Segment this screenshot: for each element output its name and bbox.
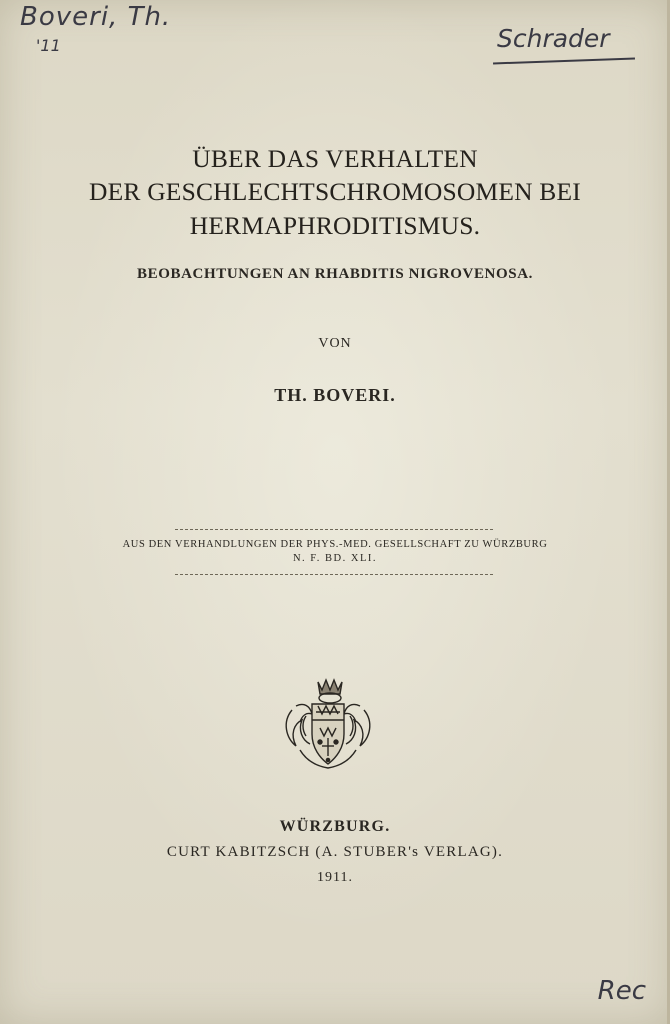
- imprint-city: WÜRZBURG.: [279, 818, 391, 835]
- handwritten-tick-mark: '11: [36, 36, 61, 55]
- title-line-3: HERMAPHRODITISMUS.: [189, 211, 481, 240]
- title-line-1: ÜBER DAS VERHALTEN: [192, 144, 478, 173]
- author-name: TH. BOVERI.: [274, 385, 396, 405]
- subtitle: BEOBACHTUNGEN AN RHABDITIS NIGROVENOSA.: [137, 266, 533, 282]
- imprint-year: 1911.: [317, 870, 353, 885]
- handwritten-corner-note: Rec: [597, 976, 646, 1006]
- handwritten-author-note: Boveri, Th.: [20, 2, 172, 32]
- byline-von: VON: [318, 336, 352, 351]
- handwritten-owner-note: Schrader: [497, 24, 610, 53]
- divider-top: [175, 529, 493, 530]
- source-line-2: N. F. BD. XLI.: [292, 553, 378, 564]
- coat-of-arms-icon: [280, 676, 376, 772]
- imprint-publisher: CURT KABITZSCH (A. STUBER's VERLAG).: [166, 844, 504, 860]
- title-line-2: DER GESCHLECHTSCHROMOSOMEN BEI: [89, 177, 581, 206]
- source-line-1: AUS DEN VERHANDLUNGEN DER PHYS.-MED. GESELLSCHAFT ZU WÜRZBURG: [122, 539, 548, 550]
- handwritten-underline: [493, 58, 635, 65]
- divider-bottom: [175, 574, 493, 575]
